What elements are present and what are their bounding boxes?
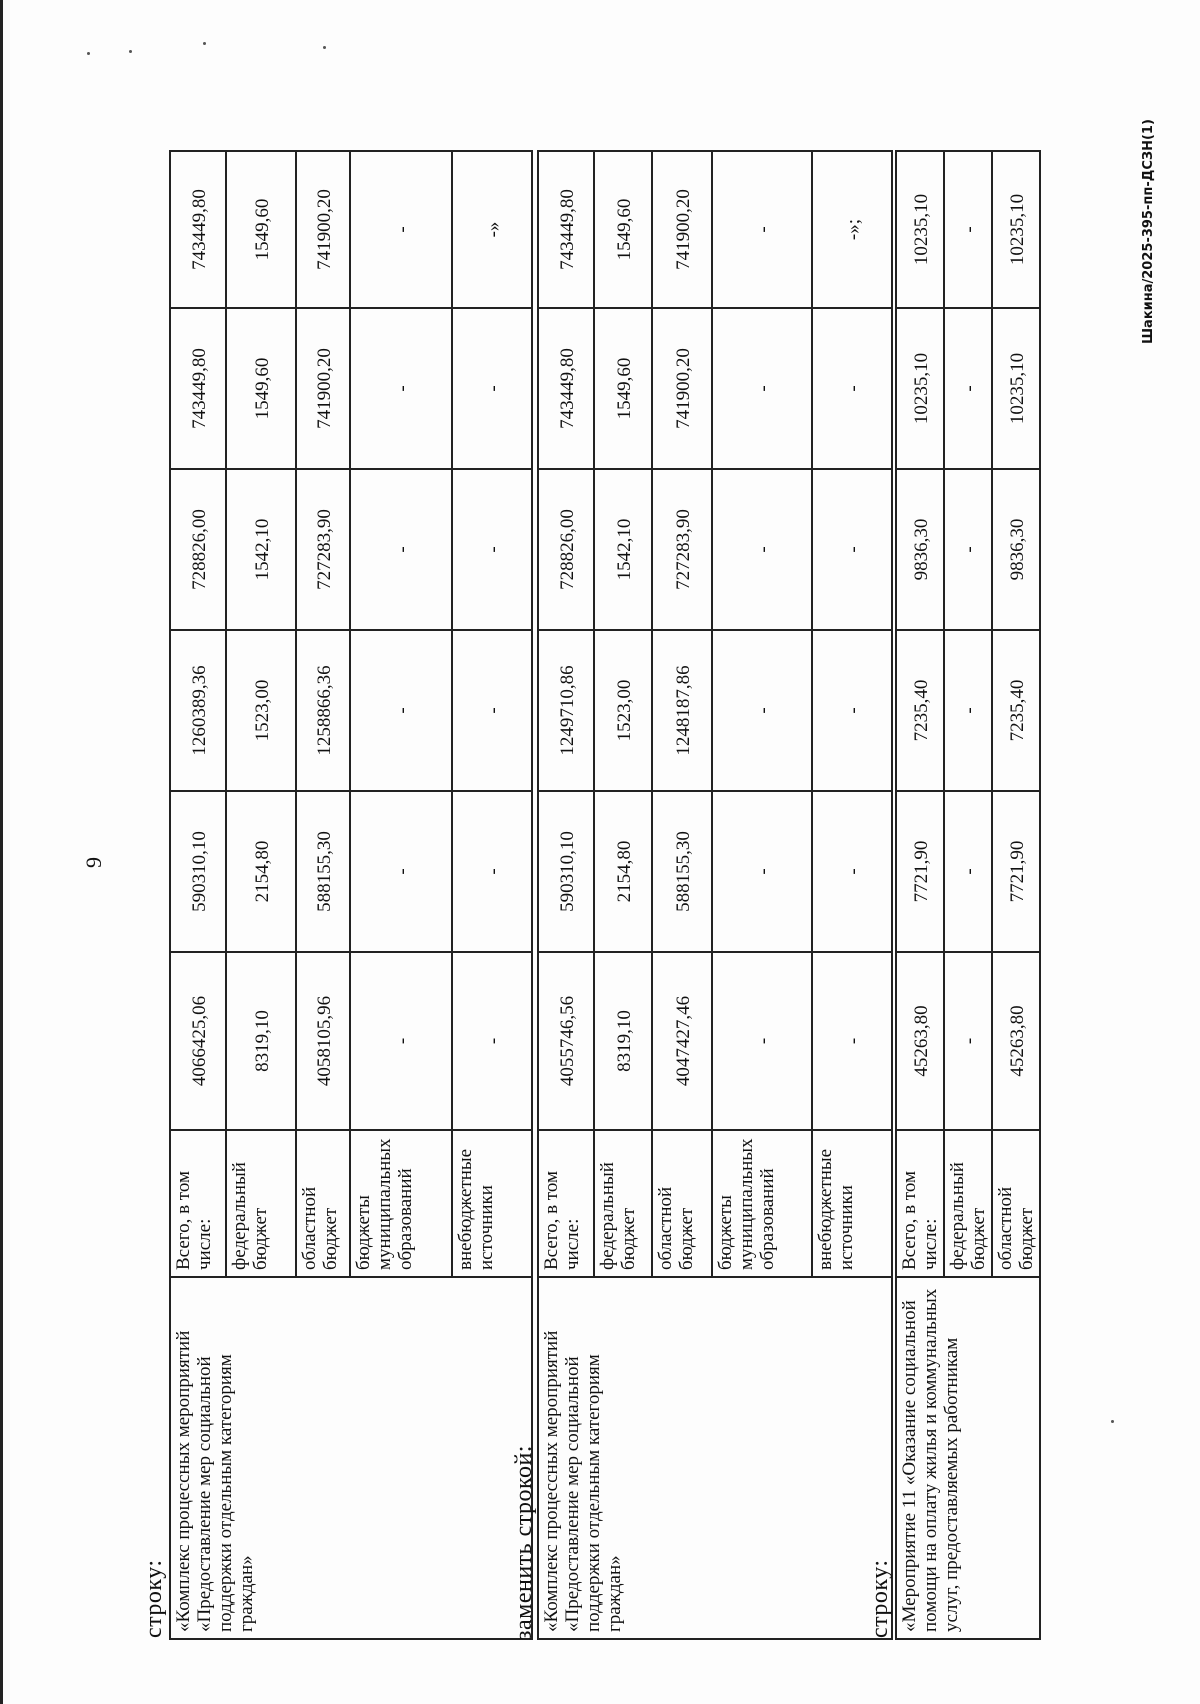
value-cell: -	[944, 469, 992, 630]
value-cell: 1549,60	[594, 308, 652, 469]
table-row	[170, 151, 226, 1639]
value-cell: -	[350, 791, 452, 952]
value-cell: -	[452, 952, 532, 1130]
value-cell: 743449,80	[170, 151, 226, 308]
value-cell: -	[812, 791, 892, 952]
value-cell: 45263,80	[992, 952, 1040, 1130]
budget-table	[537, 150, 893, 1640]
row-label: федеральный бюджет	[226, 1130, 296, 1277]
value-cell: 9836,30	[992, 469, 1040, 630]
value-cell: 7721,90	[992, 791, 1040, 952]
value-cell: 1549,60	[226, 151, 296, 308]
page-number: 9	[81, 857, 106, 868]
document-code: Шакина/2025-395-пп-ДСЗН(1)	[1141, 119, 1156, 344]
rotated-document	[3, 0, 1200, 1704]
value-cell: 590310,10	[538, 791, 594, 952]
value-cell: 728826,00	[170, 469, 226, 630]
program-name: «Комплекс процессных мероприятий «Предоставление мер социальной поддержки отдельным категориям граждан»	[538, 1277, 892, 1639]
row-label: внебюджетные источники	[452, 1130, 532, 1277]
value-cell: -	[452, 308, 532, 469]
row-label: бюджеты муниципальных образований	[350, 1130, 452, 1277]
value-cell: -	[812, 630, 892, 791]
value-cell: -	[712, 469, 812, 630]
value-cell: 8319,10	[226, 952, 296, 1130]
value-cell: -	[812, 952, 892, 1130]
value-cell: -	[712, 630, 812, 791]
value-cell: 7235,40	[896, 630, 944, 791]
value-cell: 2154,80	[594, 791, 652, 952]
row-label: федеральный бюджет	[944, 1130, 992, 1277]
row-label: Всего, в том числе:	[896, 1130, 944, 1277]
value-cell: 4066425,06	[170, 952, 226, 1130]
section-caption: строку:	[867, 1559, 893, 1638]
value-cell: 741900,20	[652, 308, 712, 469]
value-cell: 10235,10	[896, 151, 944, 308]
value-cell: -	[712, 791, 812, 952]
value-cell: 45263,80	[896, 952, 944, 1130]
section-caption: строку:	[141, 1559, 167, 1638]
value-cell: 727283,90	[296, 469, 350, 630]
value-cell: 588155,30	[296, 791, 350, 952]
row-label: внебюджетные источники	[812, 1130, 892, 1277]
value-cell: 741900,20	[296, 151, 350, 308]
value-cell: 743449,80	[538, 308, 594, 469]
value-cell: 743449,80	[538, 151, 594, 308]
value-cell: -	[944, 791, 992, 952]
program-name: «Мероприятие 11 «Оказание социальной помощи на оплату жилья и коммунальных услуг, предоставляемых работникам	[896, 1277, 1040, 1639]
value-cell: 728826,00	[538, 469, 594, 630]
value-cell: 1542,10	[594, 469, 652, 630]
value-cell: -	[350, 952, 452, 1130]
program-name: «Комплекс процессных мероприятий «Предоставление мер социальной поддержки отдельным категориям граждан»	[170, 1277, 532, 1639]
value-cell: -	[350, 151, 452, 308]
value-cell: -	[712, 308, 812, 469]
table-row	[896, 151, 944, 1639]
budget-table	[895, 150, 1041, 1640]
value-cell: 9836,30	[896, 469, 944, 630]
row-label: областной бюджет	[296, 1130, 350, 1277]
value-cell: 4055746,56	[538, 952, 594, 1130]
value-cell: -	[812, 469, 892, 630]
section-caption: заменить строкой:	[511, 1445, 537, 1640]
value-cell: 1258866,36	[296, 630, 350, 791]
value-cell: 1523,00	[594, 630, 652, 791]
value-cell: -	[712, 151, 812, 308]
value-cell: 1549,60	[226, 308, 296, 469]
row-label: федеральный бюджет	[594, 1130, 652, 1277]
value-cell: -»;	[812, 151, 892, 308]
value-cell: 1260389,36	[170, 630, 226, 791]
row-label: Всего, в том числе:	[538, 1130, 594, 1277]
value-cell: -	[812, 308, 892, 469]
value-cell: -	[350, 630, 452, 791]
value-cell: 741900,20	[296, 308, 350, 469]
value-cell: -	[944, 630, 992, 791]
value-cell: -	[944, 308, 992, 469]
value-cell: -	[944, 952, 992, 1130]
value-cell: -	[712, 952, 812, 1130]
value-cell: 741900,20	[652, 151, 712, 308]
value-cell: 1249710,86	[538, 630, 594, 791]
value-cell: -	[350, 308, 452, 469]
value-cell: -	[944, 151, 992, 308]
value-cell: 727283,90	[652, 469, 712, 630]
value-cell: 590310,10	[170, 791, 226, 952]
value-cell: 1549,60	[594, 151, 652, 308]
value-cell: -»	[452, 151, 532, 308]
value-cell: 1542,10	[226, 469, 296, 630]
row-label: Всего, в том числе:	[170, 1130, 226, 1277]
value-cell: 4058105,96	[296, 952, 350, 1130]
value-cell: 8319,10	[594, 952, 652, 1130]
value-cell: 10235,10	[992, 308, 1040, 469]
value-cell: 588155,30	[652, 791, 712, 952]
value-cell: 4047427,46	[652, 952, 712, 1130]
row-label: областной бюджет	[652, 1130, 712, 1277]
value-cell: 743449,80	[170, 308, 226, 469]
value-cell: 1248187,86	[652, 630, 712, 791]
value-cell: -	[452, 630, 532, 791]
value-cell: 1523,00	[226, 630, 296, 791]
value-cell: -	[350, 469, 452, 630]
value-cell: -	[452, 469, 532, 630]
value-cell: 7235,40	[992, 630, 1040, 791]
row-label: областной бюджет	[992, 1130, 1040, 1277]
value-cell: 7721,90	[896, 791, 944, 952]
value-cell: 10235,10	[992, 151, 1040, 308]
value-cell: 2154,80	[226, 791, 296, 952]
value-cell: -	[452, 791, 532, 952]
budget-table	[169, 150, 533, 1640]
value-cell: 10235,10	[896, 308, 944, 469]
table-row	[538, 151, 594, 1639]
row-label: бюджеты муниципальных образований	[712, 1130, 812, 1277]
